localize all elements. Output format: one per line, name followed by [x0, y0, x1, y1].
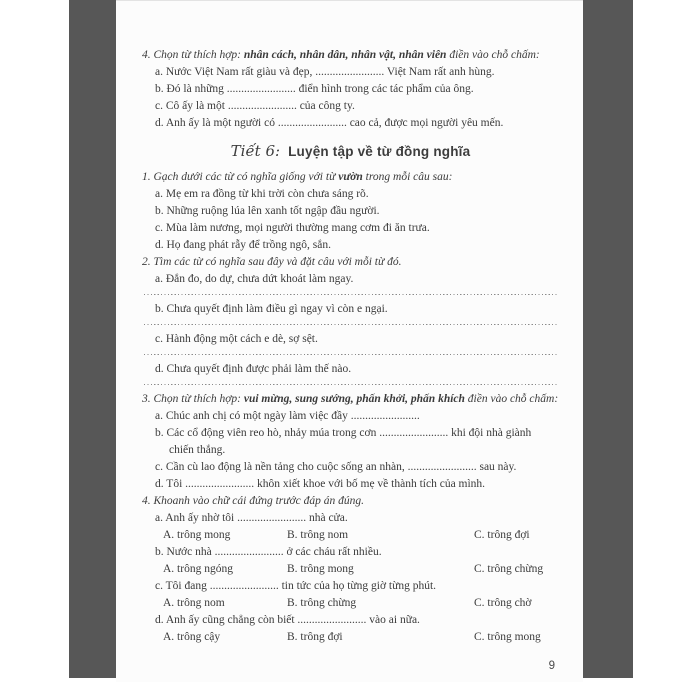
- options-row: [142, 629, 559, 646]
- option-b: B. trông đợi: [287, 631, 343, 643]
- exercise-item: c. Cô ấy là một ........................ của công ty.: [155, 100, 355, 112]
- exercise-header-tail: điền vào chỗ chấm:: [446, 49, 540, 61]
- exercise-item: d. Tôi ........................ khôn xiết khoe với bố mẹ về thành tích của mình.: [155, 478, 486, 490]
- option-c: C. trông chừng: [474, 563, 544, 575]
- section-heading: [142, 141, 559, 162]
- answer-dotted-line: [144, 354, 557, 355]
- question-stem: d. Anh ấy cũng chẳng còn biết ........................ vào ai nữa.: [155, 614, 420, 626]
- question-stem: b. Nước nhà ........................ ở các cháu rất nhiều.: [155, 546, 382, 558]
- exercise-header: [142, 493, 559, 510]
- exercise-header-text: 2. Tìm các từ có nghĩa sau đây và đặt câu với mỗi từ đó.: [142, 256, 402, 268]
- exercise-header-wordlist: nhân cách, nhân dân, nhân vật, nhân viên: [243, 49, 447, 61]
- option-c: C. trông chờ: [474, 597, 532, 609]
- side-mask-left: [69, 0, 116, 678]
- exercise-item: a. Nước Việt Nam rất giàu và đẹp, ........................ Việt Nam rất anh hùng.: [155, 66, 495, 78]
- answer-dotted-line: [144, 294, 557, 295]
- exercise-header: [142, 169, 559, 186]
- book-page: [116, 0, 583, 682]
- exercise-item: a. Mẹ em ra đồng từ khi trời còn chưa sáng rõ.: [155, 188, 369, 200]
- section-heading-lesson-number: Tiết 6:: [230, 142, 281, 160]
- answer-dotted-line: [144, 384, 557, 385]
- question-stem: a. Anh ấy nhờ tôi ........................ nhà cửa.: [155, 512, 348, 524]
- answer-dotted-line: [144, 324, 557, 325]
- exercise-item: c. Mùa làm nương, mọi người thường mang cơm đi ăn trưa.: [155, 222, 430, 234]
- exercise-block-1: [142, 169, 559, 254]
- option-a: A. trông cậy: [163, 631, 221, 643]
- exercise-header-text: 4. Khoanh vào chữ cái đứng trước đáp án đúng.: [142, 495, 365, 507]
- option-a: A. trông mong: [163, 529, 231, 541]
- exercise-header: [142, 47, 559, 64]
- exercise-header-wordlist: vui mừng, sung sướng, phấn khởi, phấn khích: [243, 393, 465, 405]
- option-c: C. trông mong: [474, 631, 541, 643]
- exercise-block-3: [142, 391, 559, 493]
- section-heading-title: Luyện tập về từ đồng nghĩa: [288, 144, 471, 159]
- exercise-header: [142, 391, 559, 408]
- page-number: 9: [548, 660, 555, 672]
- exercise-block-4: [142, 493, 559, 646]
- exercise-block-previous: [142, 47, 559, 132]
- exercise-header-text: 4. Chọn từ thích hợp:: [142, 49, 244, 61]
- option-b: B. trông chừng: [287, 597, 357, 609]
- exercise-item: c. Hành động một cách e dè, sợ sệt.: [155, 333, 318, 345]
- exercise-block-2: [142, 254, 559, 385]
- option-c: C. trông đợi: [474, 529, 530, 541]
- option-a: A. trông nom: [163, 597, 225, 609]
- options-row: [142, 595, 559, 612]
- option-a: A. trông ngóng: [163, 563, 233, 575]
- exercise-item: b. Những ruộng lúa lên xanh tốt ngập đầu người.: [155, 205, 380, 217]
- exercise-item: c. Cần cù lao động là nền tảng cho cuộc sống an nhàn, ........................ sau này.: [155, 461, 517, 473]
- side-mask-right: [583, 0, 633, 678]
- exercise-header-tail: điền vào chỗ chấm:: [464, 393, 559, 405]
- exercise-header-tail: trong mỗi câu sau:: [362, 171, 453, 183]
- exercise-item: d. Anh ấy là một người có ........................ cao cả, được mọi người yêu mến.: [155, 117, 504, 129]
- option-b: B. trông nom: [287, 529, 349, 541]
- options-row: [142, 527, 559, 544]
- question-stem: c. Tôi đang ........................ tin tức của họ từng giờ từng phút.: [155, 580, 437, 592]
- options-row: [142, 561, 559, 578]
- exercise-item: d. Họ đang phát rẫy để trồng ngô, sắn.: [155, 239, 331, 251]
- exercise-item: a. Đắn đo, do dự, chưa dứt khoát làm ngay.: [155, 273, 354, 285]
- exercise-item: a. Chúc anh chị có một ngày làm việc đầy ........................: [155, 410, 420, 422]
- exercise-item: b. Các cổ động viên reo hò, nhảy múa trong cơn ........................ khi đội nhà giành chiến thắng.: [155, 427, 532, 456]
- option-b: B. trông mong: [287, 563, 354, 575]
- exercise-header-keyword: vườn: [338, 171, 363, 183]
- exercise-header-text: 3. Chọn từ thích hợp:: [142, 393, 244, 405]
- exercise-header: [142, 254, 559, 271]
- exercise-header-text: 1. Gạch dưới các từ có nghĩa giống với từ: [142, 171, 339, 183]
- exercise-item: b. Chưa quyết định làm điều gì ngay vì còn e ngại.: [155, 303, 388, 315]
- exercise-item: d. Chưa quyết định được phải làm thế nào.: [155, 363, 352, 375]
- exercise-item: b. Đó là những ........................ điển hình trong các tác phẩm của ông.: [155, 83, 474, 95]
